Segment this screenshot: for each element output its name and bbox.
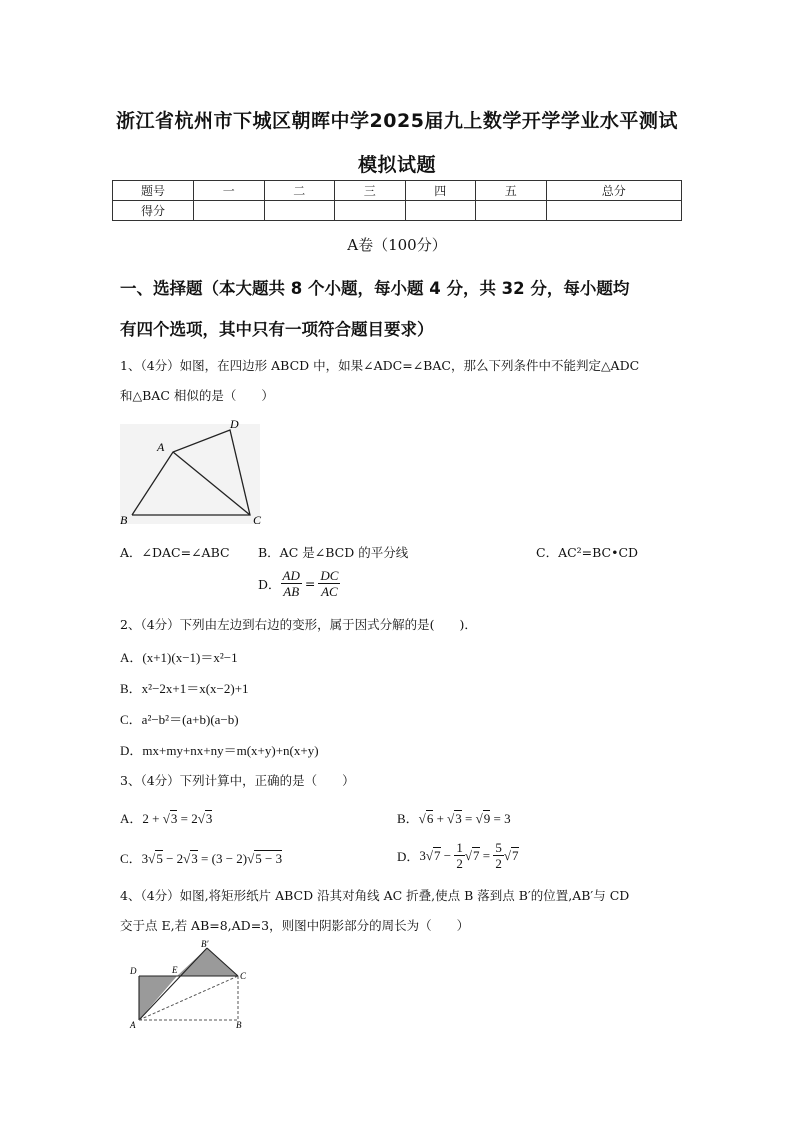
section-1-heading-line-2: 有四个选项，其中只有一项符合题目要求）	[120, 320, 434, 339]
score-header-cell: 二	[264, 181, 335, 201]
q2-option-c[interactable]: C．a²−b²＝(a+b)(a−b)	[120, 712, 239, 727]
score-table	[112, 180, 682, 221]
radicand: 3	[191, 851, 198, 866]
expr-part: 2 +	[142, 811, 163, 826]
q4-stem-line-1: 4、（4分）如图,将矩形纸片 ABCD 沿其对角线 AC 折叠,使点 B 落到点 B′的位置,AB′与 CD	[120, 888, 630, 903]
expr-part: +	[433, 811, 448, 826]
q1-quadrilateral-diagram	[120, 418, 270, 528]
denominator: 2	[495, 856, 502, 871]
radicand: 3	[205, 811, 213, 826]
q1-option-b[interactable]: B．AC 是∠BCD 的平分线	[258, 545, 409, 560]
label-c: C	[253, 513, 262, 527]
score-table-header-row	[113, 181, 682, 201]
equals-sign: =	[304, 576, 316, 591]
q1-option-a[interactable]: A．∠DAC=∠ABC	[120, 545, 230, 560]
title-line-2: 模拟试题	[357, 154, 436, 176]
q3-option-d[interactable]: D． 3 √ 7 − $\frac{1}{2}$ √ 7 = $\frac{5}{2}$ √ 7	[397, 840, 519, 871]
q4-stem-line-2: 交于点 E,若 AB=8,AD=3，则图中阴影部分的周长为（ ）	[120, 918, 470, 933]
score-row-label: 得分	[113, 201, 194, 221]
q4-figure	[125, 938, 255, 1030]
numerator: DC	[320, 568, 339, 583]
score-cell[interactable]	[194, 201, 265, 221]
denominator: AC	[321, 584, 338, 599]
expr-part: − 2	[162, 851, 184, 866]
score-cell[interactable]	[335, 201, 406, 221]
label-d: D	[230, 418, 239, 431]
fraction-ad-ab	[281, 568, 302, 599]
radicand: 9	[483, 811, 491, 826]
radicand: 6	[426, 811, 434, 826]
score-header-cell: 三	[335, 181, 406, 201]
score-cell[interactable]	[264, 201, 335, 221]
expr-part: = 2	[177, 811, 198, 826]
label-b: B	[236, 1020, 242, 1030]
figure-background	[120, 424, 260, 524]
label-d: D	[130, 966, 137, 976]
option-label: C．	[120, 851, 142, 866]
numerator: 1	[456, 840, 463, 855]
radicand: 5	[156, 851, 163, 866]
label-c: C	[240, 971, 247, 981]
score-header-cell: 总分	[546, 181, 682, 201]
fraction-dc-ac	[318, 568, 340, 599]
denominator: 2	[456, 856, 463, 871]
radicand: 3	[170, 811, 178, 826]
numerator: 5	[495, 840, 502, 855]
radicand: 7	[473, 848, 480, 863]
radicand: 7	[434, 848, 441, 863]
expr-part: 3	[141, 851, 149, 866]
radicand: 3	[455, 811, 462, 826]
q3-option-b[interactable]: B．√6 + √3 = √9 = 3	[397, 811, 511, 826]
q1-option-d-label: D．	[258, 576, 281, 592]
expr-part: =	[479, 847, 494, 863]
option-label: A．	[120, 811, 143, 826]
q1-option-c[interactable]: C．AC²=BC•CD	[536, 545, 639, 560]
expr-part: = (3 − 2)	[197, 851, 248, 866]
q2-option-a[interactable]: A．(x+1)(x−1)＝x²−1	[120, 650, 238, 665]
option-label: D．	[397, 849, 420, 864]
q1-option-d[interactable]	[258, 568, 340, 599]
score-header-cell: 一	[194, 181, 265, 201]
q3-stem: 3、（4分）下列计算中，正确的是（ ）	[120, 773, 355, 788]
score-header-cell: 题号	[113, 181, 194, 201]
q3-option-c[interactable]: C．3√5 − 2√3 = (3 − 2)√5 − 3	[120, 851, 283, 866]
expr-part: 3	[419, 847, 426, 863]
fraction-five-halves	[493, 840, 504, 871]
score-cell[interactable]	[476, 201, 547, 221]
label-e: E	[172, 965, 178, 975]
q1-stem-line-2: 和△BAC 相似的是（ ）	[120, 388, 274, 403]
score-header-cell: 四	[405, 181, 476, 201]
expr-part: = 3	[490, 811, 511, 826]
radicand: 5 − 3	[255, 851, 283, 866]
score-header-cell: 五	[476, 181, 547, 201]
q1-figure	[120, 418, 270, 528]
expr-part: =	[461, 811, 476, 826]
q4-folded-rectangle-diagram	[125, 938, 255, 1030]
q2-option-b[interactable]: B．x²−2x+1＝x(x−2)+1	[120, 681, 249, 696]
q2-stem: 2、（4分）下列由左边到右边的变形，属于因式分解的是( )．	[120, 617, 477, 632]
numerator: AD	[282, 568, 300, 583]
section-a-heading: A卷（100分）	[347, 236, 447, 254]
q1-stem-line-1: 1、（4分）如图，在四边形 ABCD 中，如果∠ADC=∠BAC，那么下列条件中不能判定△ADC	[120, 358, 640, 373]
label-a: A	[157, 440, 165, 454]
q3-option-a[interactable]: A．2 + √3 = 2√3	[120, 811, 213, 826]
expr-part: −	[440, 847, 455, 863]
label-b-prime: B′	[201, 939, 209, 949]
label-a: A	[130, 1020, 136, 1030]
denominator: AB	[283, 584, 300, 599]
shaded-triangle-top	[177, 948, 238, 976]
title-line-1: 浙江省杭州市下城区朝晖中学2025届九上数学开学学业水平测试	[116, 110, 678, 132]
radicand: 7	[512, 848, 519, 863]
label-b: B	[120, 513, 128, 527]
option-label: B．	[397, 811, 419, 826]
score-cell[interactable]	[405, 201, 476, 221]
fraction-one-half	[454, 840, 465, 871]
section-1-heading-line-1: 一、选择题（本大题共 8 个小题，每小题 4 分，共 32 分，每小题均	[120, 279, 630, 298]
score-cell[interactable]	[546, 201, 682, 221]
score-table-score-row	[113, 201, 682, 221]
q2-option-d[interactable]: D．mx+my+nx+ny＝m(x+y)+n(x+y)	[120, 743, 319, 758]
